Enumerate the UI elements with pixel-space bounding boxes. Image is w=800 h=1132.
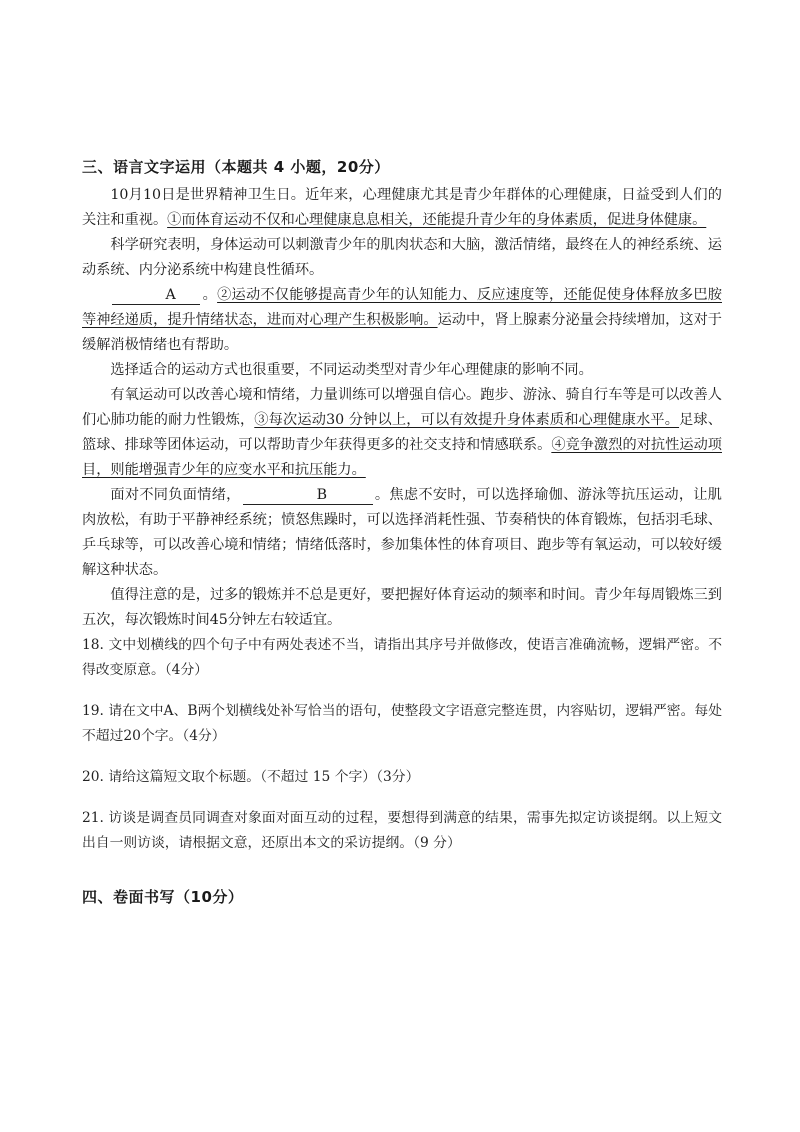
paragraph-5-text-b: 足球、篮球、排球等团体运动，可以帮助青少年获得更多的社交支持和情感联系。	[82, 412, 722, 453]
paragraph-1	[82, 183, 722, 233]
paragraph-6	[82, 483, 722, 583]
underlined-sentence-1: ①而体育运动不仅和心理健康息息相关，还能提升青少年的身体素质，促进身体健康。	[167, 212, 707, 228]
paragraph-3-text: 运动中，肾上腺素分泌量会持续增加，这对于缓解消极情绪也有帮助。	[82, 312, 722, 353]
question-18: 18. 文中划横线的四个句子中有两处表述不当，请指出其序号并做修改，使语言准确流畅，逻辑严密。不得改变原意。（4分）	[82, 637, 722, 678]
section-4-title: 四、卷面书写（10分）	[82, 888, 244, 906]
paragraph-3-punct: 。	[202, 287, 218, 303]
underlined-sentence-4: ④竞争激烈的对抗性运动项目，则能增强青少年的应变水平和抗压能力。	[82, 437, 722, 478]
underlined-sentence-3: ③每次运动30 分钟以上，可以有效提升身体素质和心理健康水平。	[254, 412, 680, 428]
section-3-title: 三、语言文字运用（本题共 4 小题，20分）	[82, 158, 390, 176]
underlined-sentence-2: ②运动不仅能够提高青少年的认知能力、反应速度等，还能促使身体释放多巴胺等神经递质，提升情绪状态，进而对心理产生积极影响。	[82, 287, 722, 328]
paragraph-3	[82, 283, 722, 358]
question-19: 19. 请在文中A、B两个划横线处补写恰当的语句，使整段文字语意完整连贯，内容贴切，逻辑严密。每处不超过20个字。（4分）	[82, 703, 722, 744]
blank-b: B	[243, 486, 373, 505]
question-21: 21. 访谈是调查员同调查对象面对面互动的过程，要想得到满意的结果，需事先拟定访谈提纲。以上短文出自一则访谈，请根据文意，还原出本文的采访提纲。（9 分）	[82, 810, 722, 851]
paragraph-5	[82, 383, 722, 483]
exam-page	[82, 156, 722, 913]
paragraph-4: 选择适合的运动方式也很重要，不同运动类型对青少年心理健康的影响不同。	[110, 362, 593, 378]
paragraph-5-text-a: 有氧运动可以改善心境和情绪，力量训练可以增强自信心。跑步、游泳、骑自行车等是可以改善人们心肺功能的耐力性锻炼，	[82, 387, 722, 428]
question-20: 20. 请给这篇短文取个标题。（不超过 15 个字）（3分）	[82, 769, 420, 785]
paragraph-2: 科学研究表明，身体运动可以刺激青少年的肌肉状态和大脑，激活情绪，最终在人的神经系统、运动系统、内分泌系统中构建良性循环。	[82, 237, 722, 278]
blank-a: A	[112, 286, 200, 305]
paragraph-7: 值得注意的是，过多的锻炼并不总是更好，要把握好体育运动的频率和时间。青少年每周锻炼三到五次，每次锻炼时间45分钟左右较适宜。	[82, 587, 722, 628]
paragraph-6-text-a: 面对不同负面情绪，	[110, 487, 241, 503]
paragraph-1-text: 10月10日是世界精神卫生日。近年来，心理健康尤其是青少年群体的心理健康，日益受到人们的关注和重视。	[82, 187, 722, 228]
paragraph-6-text-b: 。焦虑不安时，可以选择瑜伽、游泳等抗压运动，让肌肉放松，有助于平静神经系统；愤怒焦躁时，可以选择消耗性强、节奏稍快的体育锻炼，包括羽毛球、乒乓球等，可以改善心境和情绪；情绪低落时，参加集体性的体育项目、跑步等有氧运动，可以较好缓解这种状态。	[82, 487, 722, 578]
